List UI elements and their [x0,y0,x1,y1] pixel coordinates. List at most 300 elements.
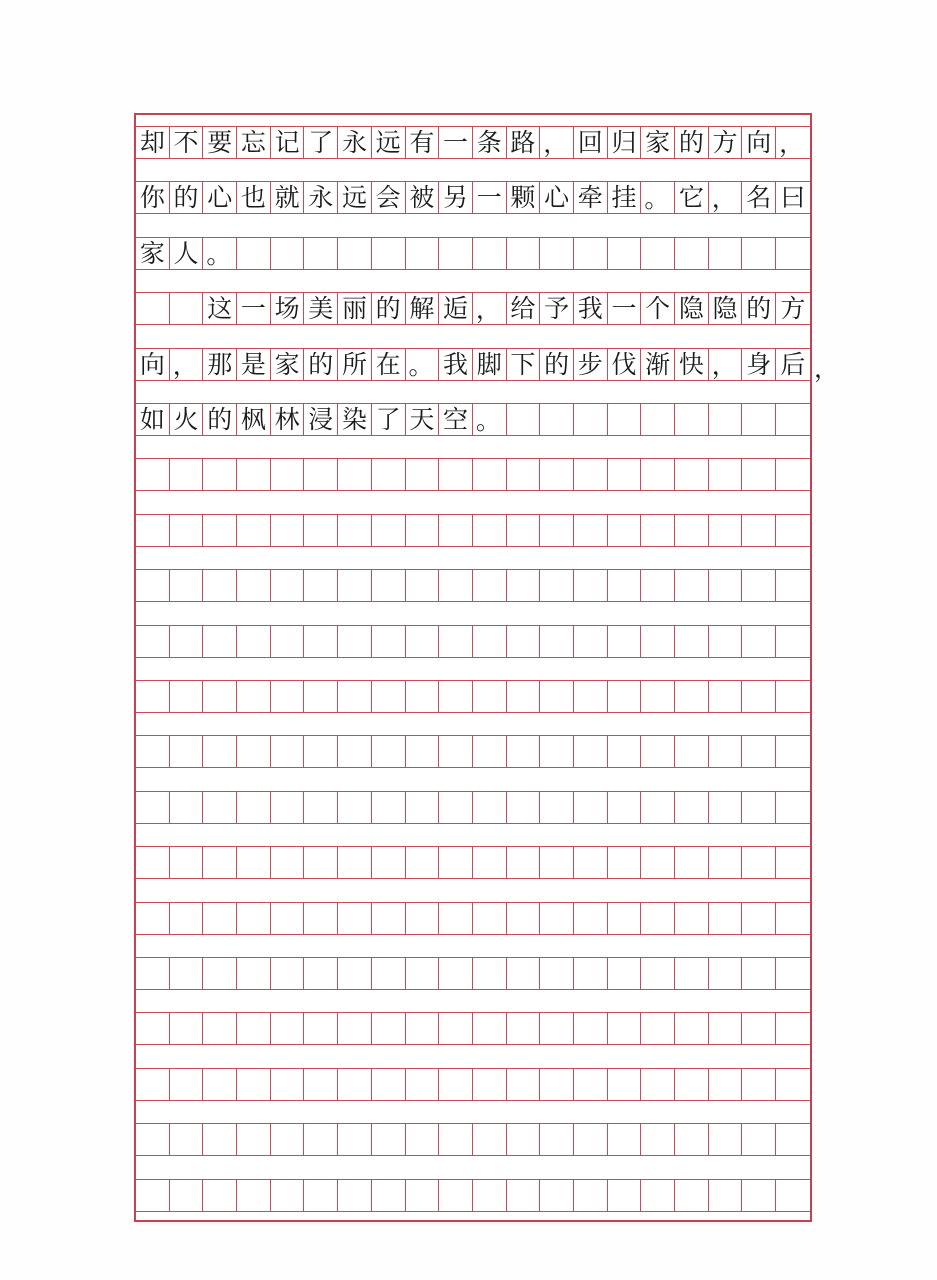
grid-cell: 隐 [675,293,709,324]
grid-cell [473,1069,507,1100]
grid-cell [641,515,675,546]
grid-cell [709,847,743,878]
grid-cell [406,1180,440,1211]
grid-cell [507,404,541,435]
grid-cell: 方 [709,127,743,158]
grid-cell [709,903,743,934]
grid-cell [304,736,338,767]
grid-cell [170,515,204,546]
grid-cell [203,1069,237,1100]
grid-row [136,735,810,768]
grid-row [136,458,810,491]
grid-cell: 染 [338,404,372,435]
grid-cell [742,1069,776,1100]
grid-cell [372,736,406,767]
grid-cell [675,736,709,767]
grid-cell [203,459,237,490]
grid-cell [338,903,372,934]
grid-cell [641,681,675,712]
grid-cell [237,238,271,269]
grid-row [136,126,810,159]
grid-cell [439,1069,473,1100]
grid-cell [641,459,675,490]
grid-cell [608,515,642,546]
grid-cell [776,1180,810,1211]
grid-cell [136,459,170,490]
grid-cell [406,847,440,878]
grid-cell [237,1069,271,1100]
grid-cell [439,459,473,490]
grid-cell [675,681,709,712]
grid-cell: 予 [540,293,574,324]
grid-cell [742,238,776,269]
grid-cell [608,570,642,601]
grid-cell [641,736,675,767]
grid-cell [709,736,743,767]
grid-cell [170,293,204,324]
grid-cell: 心 [540,182,574,213]
grid-cell [372,1069,406,1100]
grid-cell [641,570,675,601]
grid-cell: 有 [406,127,440,158]
grid-cell [776,570,810,601]
grid-cell [574,736,608,767]
grid-cell [540,459,574,490]
grid-cell [406,570,440,601]
grid-cell [203,681,237,712]
grid-cell [338,792,372,823]
grid-cell [540,1180,574,1211]
grid-cell [406,1013,440,1044]
grid-cell [641,238,675,269]
grid-cell [507,792,541,823]
grid-cell: 心 [203,182,237,213]
grid-cell [709,570,743,601]
grid-cell [540,792,574,823]
grid-cell: 给 [507,293,541,324]
grid-cell [338,626,372,657]
grid-cell [203,626,237,657]
grid-cell [439,238,473,269]
grid-cell [338,1013,372,1044]
grid-cell [675,404,709,435]
grid-cell [776,626,810,657]
grid-cell [641,792,675,823]
grid-cell: 后 [780,349,806,379]
grid-cell: 这 [203,293,237,324]
grid-cell [473,958,507,989]
grid-cell [709,1180,743,1211]
grid-cell [271,958,305,989]
grid-cell [271,1180,305,1211]
grid-cell [372,1180,406,1211]
grid-cell [304,570,338,601]
grid-cell [203,736,237,767]
grid-cell [540,1069,574,1100]
grid-cell [237,515,271,546]
grid-cell [507,1069,541,1100]
grid-cell: 的 [372,293,406,324]
grid-cell [170,1013,204,1044]
grid-cell: 也 [237,182,271,213]
grid-cell [742,626,776,657]
grid-cell [540,1124,574,1155]
grid-cell [540,515,574,546]
grid-cell [439,570,473,601]
grid-cell: 要 [203,127,237,158]
grid-cell [304,459,338,490]
grid-cell: 路 [507,127,541,158]
grid-cell [507,736,541,767]
grid-cell [406,626,440,657]
grid-cell [439,1124,473,1155]
grid-cell [170,1069,204,1100]
grid-cell [304,1013,338,1044]
grid-cell: 向 [742,127,776,158]
grid-cell: 名 [742,182,776,213]
grid-cell: 一 [473,182,507,213]
grid-cell [271,681,305,712]
grid-cell: 天 [406,404,440,435]
grid-cell: 一 [237,293,271,324]
grid-cell [170,1180,204,1211]
grid-cell [136,847,170,878]
grid-cell: 枫 [237,404,271,435]
grid-cell [237,792,271,823]
grid-cell [203,958,237,989]
grid-cell [776,1124,810,1155]
grid-cell: 家 [641,127,675,158]
grid-cell [641,958,675,989]
grid-cell: 远 [372,127,406,158]
grid-cell: 永 [338,127,372,158]
grid-cell [574,792,608,823]
grid-cell [170,459,204,490]
grid-cell [406,515,440,546]
grid-row [136,292,810,325]
grid-cell [136,515,170,546]
grid-cell: 家 [271,349,305,380]
grid-cell: 向 [136,349,170,380]
grid-cell [608,903,642,934]
grid-row [136,902,810,935]
grid-cell [372,238,406,269]
grid-cell [237,847,271,878]
grid-cell [709,1013,743,1044]
grid-cell: 。 [641,182,675,213]
grid-cell: 永 [304,182,338,213]
grid-cell [574,570,608,601]
overflow-punctuation: ， [814,353,840,383]
grid-cell: 的 [203,404,237,435]
grid-cell [742,459,776,490]
grid-cell [338,1180,372,1211]
grid-cell [473,903,507,934]
grid-cell: 隐 [709,293,743,324]
grid-cell [507,459,541,490]
grid-cell [406,1124,440,1155]
grid-cell: 我 [439,349,473,380]
grid-cell: 个 [641,293,675,324]
grid-cell [271,626,305,657]
grid-cell [641,626,675,657]
grid-row [136,403,810,436]
grid-cell [237,958,271,989]
grid-cell [237,1124,271,1155]
grid-cell [540,958,574,989]
grid-cell [473,1180,507,1211]
grid-cell [776,515,810,546]
grid-cell [304,515,338,546]
grid-cell [473,570,507,601]
grid-cell: 却 [136,127,170,158]
grid-cell [136,681,170,712]
grid-cell: 步 [574,349,608,380]
grid-cell: 快 [675,349,709,380]
grid-cell [709,681,743,712]
grid-cell [709,515,743,546]
grid-cell: 。 [203,238,237,269]
grid-cell [136,1180,170,1211]
grid-cell [439,1180,473,1211]
grid-row [136,957,810,990]
grid-cell [507,626,541,657]
grid-cell [439,626,473,657]
grid-cell [742,570,776,601]
grid-cell [473,626,507,657]
grid-cell [271,1013,305,1044]
grid-row [136,348,810,381]
grid-cell [742,847,776,878]
grid-cell [372,847,406,878]
grid-cell [675,1013,709,1044]
grid-cell [742,681,776,712]
grid-cell [170,1124,204,1155]
grid-cell [271,847,305,878]
grid-cell: 就 [271,182,305,213]
grid-cell [203,570,237,601]
grid-cell: 条 [473,127,507,158]
grid-cell: ， [709,349,743,380]
grid-cell [237,1013,271,1044]
grid-cell [170,903,204,934]
grid-cell: 下 [507,349,541,380]
grid-cell [170,958,204,989]
grid-cell: 你 [136,182,170,213]
grid-cell [574,958,608,989]
grid-cell [574,847,608,878]
grid-cell [507,515,541,546]
grid-cell [540,404,574,435]
grid-cell [237,570,271,601]
grid-cell [574,515,608,546]
grid-cell [540,903,574,934]
grid-cell [507,903,541,934]
grid-row [136,791,810,824]
grid-cell [372,515,406,546]
grid-cell: 。 [473,404,507,435]
grid-cell [608,626,642,657]
grid-cell [338,238,372,269]
grid-cell [203,1124,237,1155]
grid-cell [776,681,810,712]
grid-cell [540,736,574,767]
grid-cell [406,736,440,767]
grid-cell [675,903,709,934]
grid-cell: ， [709,182,743,213]
grid-cell [574,1069,608,1100]
grid-cell [675,1180,709,1211]
grid-cell [136,903,170,934]
grid-cell [709,626,743,657]
grid-cell [608,681,642,712]
grid-cell: 所 [338,349,372,380]
grid-cell: 浸 [304,404,338,435]
grid-cell: 林 [271,404,305,435]
grid-cell [439,792,473,823]
grid-cell [473,792,507,823]
grid-cell [473,736,507,767]
grid-cell [439,903,473,934]
grid-cell [709,459,743,490]
grid-cell [203,792,237,823]
grid-cell [776,736,810,767]
grid-cell [338,1069,372,1100]
grid-cell [406,1069,440,1100]
grid-cell [473,847,507,878]
grid-cell: 。 [406,349,440,380]
grid-cell [507,1013,541,1044]
grid-cell: 是 [237,349,271,380]
grid-cell: 在 [372,349,406,380]
grid-cell [641,847,675,878]
grid-cell [203,1180,237,1211]
grid-cell [372,903,406,934]
grid-cell: 一 [439,127,473,158]
grid-cell [304,1069,338,1100]
grid-cell [709,238,743,269]
grid-cell [136,293,170,324]
grid-cell: 如 [136,404,170,435]
grid-cell [742,515,776,546]
grid-cell [372,1124,406,1155]
grid-cell: 了 [372,404,406,435]
grid-cell [271,1069,305,1100]
grid-cell [406,792,440,823]
grid-cell [608,459,642,490]
grid-cell [170,626,204,657]
grid-cell: 不 [170,127,204,158]
grid-cell [406,459,440,490]
grid-cell [372,459,406,490]
grid-cell: 了 [304,127,338,158]
grid-cell [675,238,709,269]
grid-cell [372,681,406,712]
grid-cell [675,847,709,878]
grid-cell [237,681,271,712]
grid-cell [372,570,406,601]
grid-cell [136,792,170,823]
grid-cell: 身 [742,349,776,380]
grid-cell [776,958,810,989]
grid-cell [473,238,507,269]
grid-cell: 美 [304,293,338,324]
grid-cell [372,792,406,823]
grid-cell [237,736,271,767]
grid-cell: ， [170,349,204,380]
grid-cell: 空 [439,404,473,435]
grid-cell [507,958,541,989]
grid-cell: 回 [574,127,608,158]
grid-cell [574,626,608,657]
grid-cell [776,1069,810,1100]
grid-cell [675,1069,709,1100]
grid-cell [574,681,608,712]
grid-cell: 远 [338,182,372,213]
grid-cell [540,681,574,712]
grid-cell [675,1124,709,1155]
grid-cell [237,1180,271,1211]
grid-row [136,514,810,547]
grid-cell [304,238,338,269]
grid-cell [742,792,776,823]
grid-cell [675,626,709,657]
grid-cell: 记 [271,127,305,158]
grid-cell [742,1180,776,1211]
grid-cell: 归 [608,127,642,158]
grid-cell [742,958,776,989]
grid-cell [709,792,743,823]
grid-cell [473,1013,507,1044]
grid-cell [473,515,507,546]
grid-cell [574,238,608,269]
grid-cell [540,1013,574,1044]
grid-cell [304,1180,338,1211]
grid-cell [608,238,642,269]
grid-cell: 被 [406,182,440,213]
grid-cell: 渐 [641,349,675,380]
grid-cell [237,459,271,490]
grid-cell [675,459,709,490]
grid-cell [709,1124,743,1155]
grid-cell [776,792,810,823]
grid-cell: 那 [203,349,237,380]
grid-row [136,237,810,270]
grid-cell [338,515,372,546]
grid-cell [776,903,810,934]
grid-cell [338,681,372,712]
grid-cell [742,1124,776,1155]
grid-cell: 曰 [780,183,806,213]
grid-cell [271,515,305,546]
grid-cell: 丽 [338,293,372,324]
grid-cell [203,903,237,934]
grid-cell [439,1013,473,1044]
grid-cell [338,847,372,878]
grid-cell [641,1013,675,1044]
grid-cell [507,570,541,601]
grid-cell [608,1124,642,1155]
grid-cell: 的 [742,293,776,324]
grid-cell [136,736,170,767]
grid-cell: 的 [675,127,709,158]
grid-cell: 忘 [237,127,271,158]
grid-cell [641,1124,675,1155]
grid-cell [641,1180,675,1211]
grid-cell: 的 [170,182,204,213]
grid-cell [540,570,574,601]
grid-row [136,625,810,658]
